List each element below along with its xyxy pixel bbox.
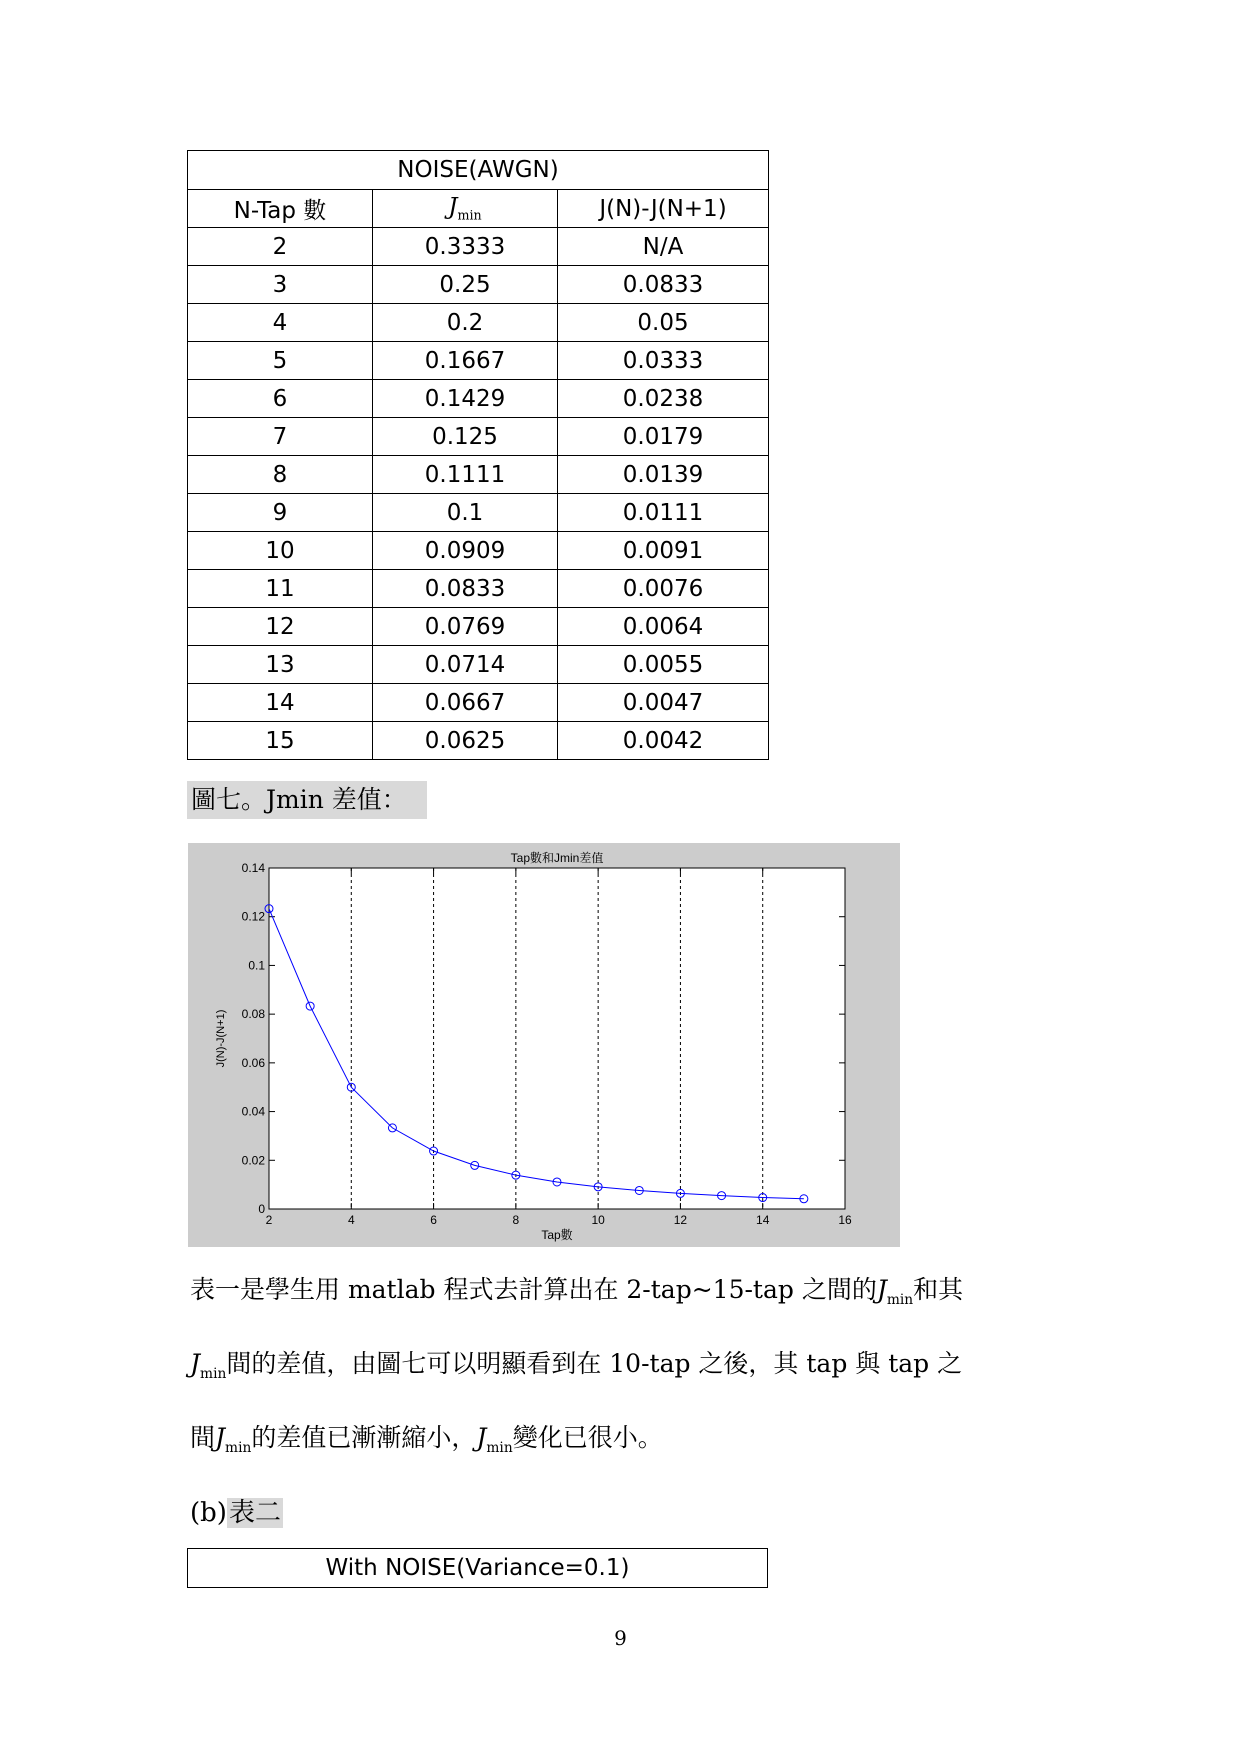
table-row (188, 646, 769, 684)
jmin-cell: 0.1429 (373, 380, 558, 418)
y-tick-label: 0.08 (241, 1007, 265, 1022)
header-jmin: $J_{min}$ (373, 190, 558, 228)
jmin-cell: 0.25 (373, 266, 558, 304)
table-row (188, 266, 769, 304)
header-difference: J(N)-J(N+1) (558, 190, 769, 228)
table-title: With NOISE(Variance=0.1) (188, 1549, 768, 1588)
table-row (188, 570, 769, 608)
jmin-cell: 0.1667 (373, 342, 558, 380)
difference-cell: 0.0064 (558, 608, 769, 646)
difference-cell: 0.0055 (558, 646, 769, 684)
table-row (188, 722, 769, 760)
table-row (188, 342, 769, 380)
x-tick-label: 6 (430, 1213, 437, 1227)
jmin-cell: 0.0714 (373, 646, 558, 684)
difference-cell: 0.0139 (558, 456, 769, 494)
jmin-symbol: $J_{min}$ (876, 1275, 914, 1308)
y-tick-label: 0.06 (241, 1055, 265, 1070)
x-tick-label: 16 (838, 1213, 852, 1227)
x-tick-label: 8 (512, 1213, 520, 1227)
n-tap-cell: 2 (188, 228, 373, 266)
n-tap-cell: 5 (188, 342, 373, 380)
jmin-table (187, 150, 769, 760)
jmin-symbol: $J_{min}$ (215, 1423, 252, 1456)
difference-cell: 0.0111 (558, 494, 769, 532)
n-tap-cell: 12 (188, 608, 373, 646)
n-tap-cell: 3 (188, 266, 373, 304)
n-tap-cell: 4 (188, 304, 373, 342)
difference-cell: 0.0076 (558, 570, 769, 608)
difference-cell: 0.0833 (558, 266, 769, 304)
figure-caption: 圖七。Jmin 差值： (187, 781, 427, 819)
jmin-cell: 0.125 (373, 418, 558, 456)
jmin-cell: 0.0667 (373, 684, 558, 722)
difference-cell: 0.0238 (558, 380, 769, 418)
jmin-cell: 0.3333 (373, 228, 558, 266)
difference-cell: 0.05 (558, 304, 769, 342)
difference-cell: 0.0179 (558, 418, 769, 456)
jmin-cell: 0.0833 (373, 570, 558, 608)
table-row (188, 380, 769, 418)
n-tap-cell: 10 (188, 532, 373, 570)
paragraph-line-3: 間$J_{min}$的差值已漸漸縮小，$J_{min}$變化已很小。 (190, 1423, 663, 1456)
page-number: 9 (614, 1626, 627, 1650)
jmin-symbol: $J_{min}$ (190, 1349, 227, 1382)
n-tap-cell: 9 (188, 494, 373, 532)
x-tick-label: 2 (265, 1213, 273, 1227)
y-tick-label: 0 (258, 1202, 265, 1216)
variance-table (187, 1548, 768, 1588)
table-row (188, 532, 769, 570)
jmin-cell: 0.2 (373, 304, 558, 342)
difference-cell: 0.0042 (558, 722, 769, 760)
jmin-cell: 0.0769 (373, 608, 558, 646)
jmin-symbol: $J_{min}$ (476, 1423, 513, 1456)
y-tick-label: 0.1 (248, 958, 265, 973)
table-row (188, 608, 769, 646)
difference-cell: 0.0333 (558, 342, 769, 380)
table-row (188, 456, 769, 494)
table-title-row (188, 1549, 768, 1588)
difference-cell: 0.0047 (558, 684, 769, 722)
section-subheading: (b)表二 (190, 1498, 281, 1528)
difference-chart (188, 843, 900, 1247)
jmin-cell: 0.0909 (373, 532, 558, 570)
table-title-row (188, 151, 769, 190)
table-row (188, 418, 769, 456)
x-tick-label: 10 (591, 1213, 605, 1227)
difference-cell: 0.0091 (558, 532, 769, 570)
x-tick-label: 4 (347, 1213, 355, 1227)
paragraph-line-2: $J_{min}$間的差值，由圖七可以明顯看到在 10-tap 之後，其 tap 與 tap 之 (190, 1349, 963, 1382)
y-tick-label: 0.04 (241, 1104, 265, 1119)
jmin-cell: 0.0625 (373, 722, 558, 760)
table-row (188, 494, 769, 532)
n-tap-cell: 13 (188, 646, 373, 684)
plot-area (269, 868, 845, 1209)
paragraph-line-1: 表一是學生用 matlab 程式去計算出在 2-tap~15-tap 之間的$J_{min}$和其 (190, 1275, 964, 1308)
jmin-cell: 0.1 (373, 494, 558, 532)
n-tap-cell: 11 (188, 570, 373, 608)
table-header-row (188, 190, 769, 228)
table-row (188, 228, 769, 266)
y-tick-label: 0.14 (241, 861, 265, 875)
table-title: NOISE(AWGN) (188, 151, 769, 190)
y-tick-label: 0.02 (241, 1153, 265, 1168)
y-tick-label: 0.12 (241, 909, 265, 924)
n-tap-cell: 8 (188, 456, 373, 494)
table-row (188, 304, 769, 342)
n-tap-cell: 6 (188, 380, 373, 418)
table-row (188, 684, 769, 722)
x-tick-label: 12 (673, 1213, 688, 1227)
n-tap-cell: 15 (188, 722, 373, 760)
x-axis-label: Tap數 (541, 1228, 573, 1242)
chart-title: Tap數和Jmin差值 (510, 851, 604, 865)
n-tap-cell: 14 (188, 684, 373, 722)
x-tick-label: 14 (756, 1213, 770, 1227)
jmin-cell: 0.1111 (373, 456, 558, 494)
n-tap-cell: 7 (188, 418, 373, 456)
difference-cell: N/A (558, 228, 769, 266)
y-axis-label: J(N)-J(N+1) (215, 1009, 227, 1068)
header-n-tap: N-Tap 數 (188, 190, 373, 228)
